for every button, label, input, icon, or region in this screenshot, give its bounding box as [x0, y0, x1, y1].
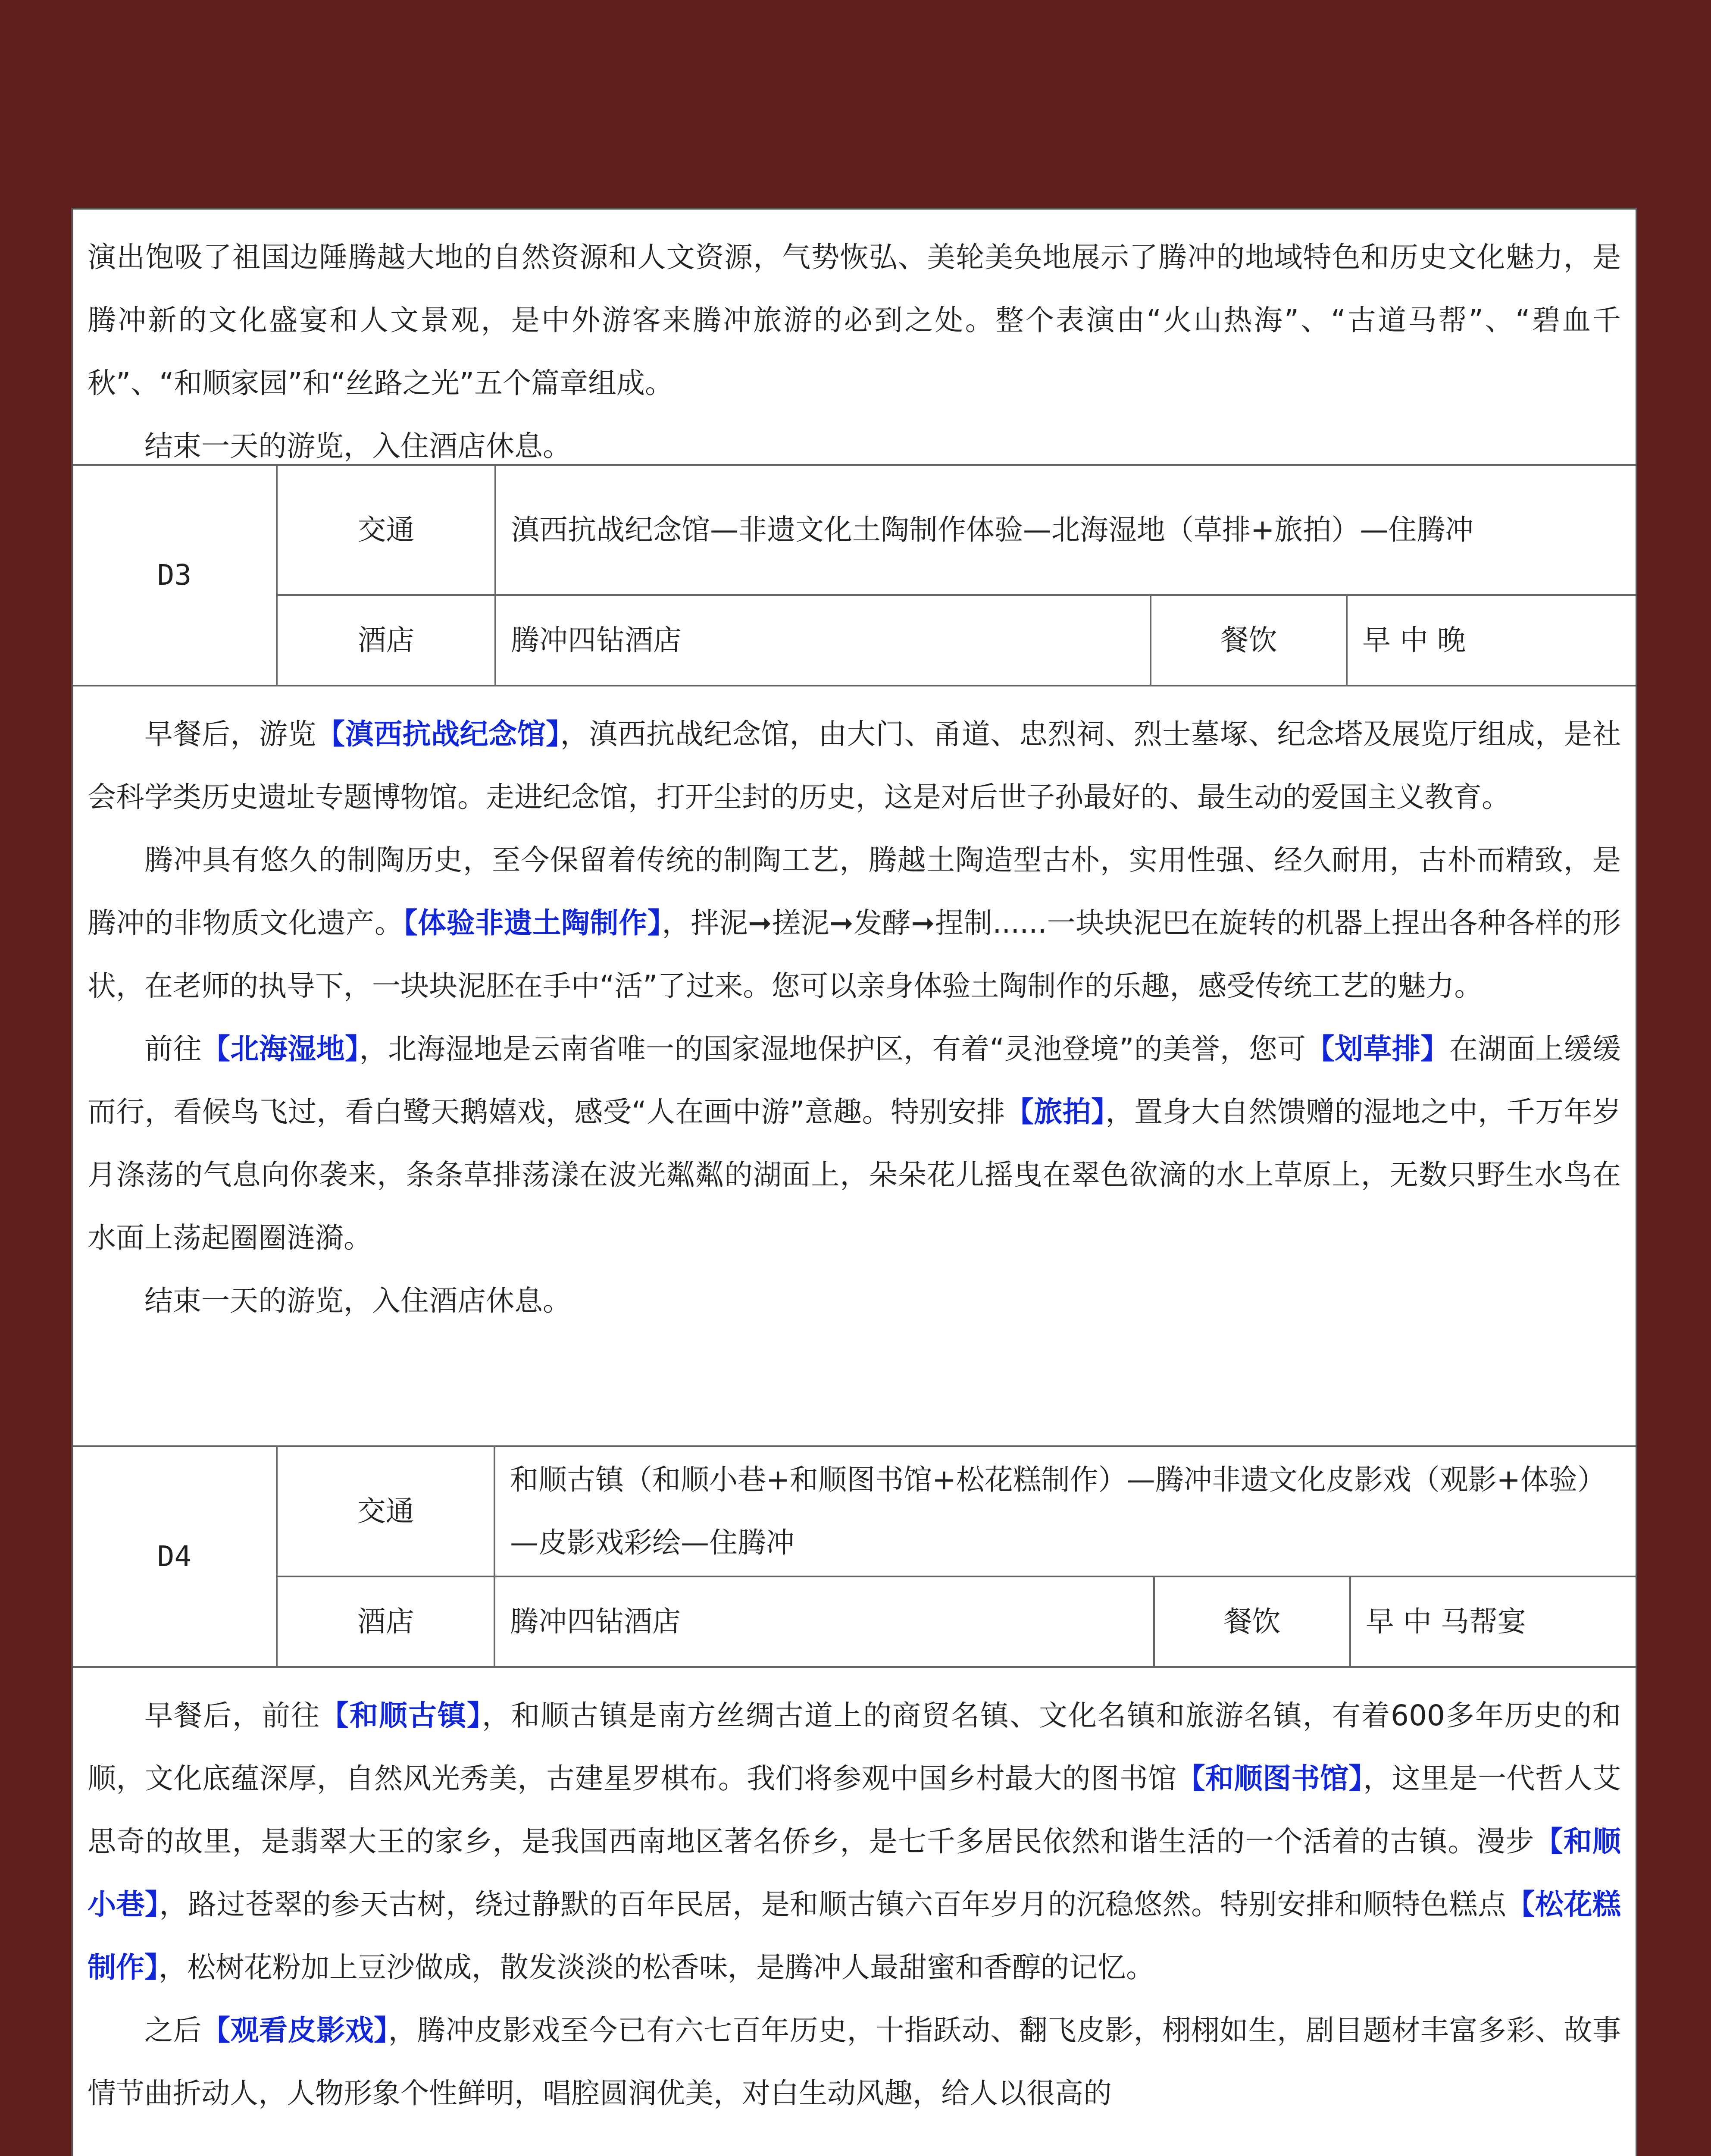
- highlight-attraction: 【和顺小巷】: [88, 1825, 1621, 1921]
- day-3-header-table: [73, 466, 1636, 686]
- paragraph: 演出饱吸了祖国边陲腾越大地的自然资源和人文资源，气势恢弘、美轮美奂地展示了腾冲的地域特色和历史文化魅力，是腾冲新的文化盛宴和人文景观，是中外游客来腾冲旅游的必到之处。整个表演由“火山热海”、“古道马帮”、“碧血千秋”、“和顺家园”和“丝路之光”五个篇章组成。: [88, 241, 1621, 400]
- meals-text: 早 中 马帮宴: [1350, 1576, 1636, 1667]
- route-text: 滇西抗战纪念馆—非遗文化土陶制作体验—北海湿地（草排+旅拍）—住腾冲: [495, 466, 1636, 595]
- itinerary-page: [71, 208, 1637, 2156]
- highlight-attraction: 【旅拍】: [1005, 1095, 1106, 1128]
- day-label: D4: [73, 1447, 277, 1667]
- highlight-attraction: 【松花糕制作】: [88, 1888, 1621, 1984]
- highlight-attraction: 【体验非遗土陶制作】: [403, 906, 662, 940]
- meals-text: 早 中 晚: [1347, 595, 1636, 686]
- paragraph: 前往【北海湿地】，北海湿地是云南省唯一的国家湿地保护区，有着“灵池登境”的美誉，您可【划草排】在湖面上缓缓而行，看候鸟飞过，看白鹭天鹅嬉戏，感受“人在画中游”意趣。特别安排【旅拍】，置身大自然馈赠的湿地之中，千万年岁月涤荡的气息向你袭来，条条草排荡漾在波光粼粼的湖面上，朵朵花儿摇曳在翠色欲滴的水上草原上，无数只野生水鸟在水面上荡起圈圈涟漪。: [88, 1032, 1621, 1254]
- highlight-attraction: 【北海湿地】: [201, 1032, 360, 1065]
- paragraph: 早餐后，游览【滇西抗战纪念馆】，滇西抗战纪念馆，由大门、甬道、忠烈祠、烈士墓塚、纪念塔及展览厅组成，是社会科学类历史遗址专题博物馆。走进纪念馆，打开尘封的历史，这是对后世子孙最好的、最生动的爱国主义教育。: [88, 718, 1621, 814]
- traffic-label: 交通: [277, 466, 495, 595]
- hotel-label: 酒店: [277, 595, 495, 686]
- hotel-name: 腾冲四钻酒店: [494, 1576, 1154, 1667]
- paragraph: 腾冲具有悠久的制陶历史，至今保留着传统的制陶工艺，腾越土陶造型古朴，实用性强、经久耐用，古朴而精致，是腾冲的非物质文化遗产。【体验非遗土陶制作】，拌泥➞搓泥➞发酵➞捏制......一块块泥巴在旋转的机器上捏出各种各样的形状，在老师的执导下，一块块泥胚在手中“活”了过来。您可以亲身体验土陶制作的乐趣，感受传统工艺的魅力。: [88, 843, 1621, 1003]
- hotel-name: 腾冲四钻酒店: [495, 595, 1151, 686]
- paragraph: 早餐后，前往【和顺古镇】，和顺古镇是南方丝绸古道上的商贸名镇、文化名镇和旅游名镇，有着600多年历史的和顺，文化底蕴深厚，自然风光秀美，古建星罗棋布。我们将参观中国乡村最大的图书馆【和顺图书馆】，这里是一代哲人艾思奇的故里，是翡翠大王的家乡，是我国西南地区著名侨乡，是七千多居民依然和谐生活的一个活着的古镇。漫步【和顺小巷】，路过苍翠的参天古树，绕过静默的百年民居，是和顺古镇六百年岁月的沉稳悠然。特别安排和顺特色糕点【松花糕制作】，松树花粉加上豆沙做成，散发淡淡的松香味，是腾冲人最甜蜜和香醇的记忆。: [88, 1699, 1621, 1984]
- paragraph: 之后【观看皮影戏】，腾冲皮影戏至今已有六七百年历史，十指跃动、翻飞皮影，栩栩如生，剧目题材丰富多彩、故事情节曲折动人，人物形象个性鲜明，唱腔圆润优美，对白生动风趣，给人以很高的: [88, 2014, 1621, 2110]
- day-label: D3: [73, 466, 277, 686]
- paragraph: 结束一天的游览，入住酒店休息。: [144, 429, 571, 463]
- day-3-description: [73, 686, 1636, 1447]
- hotel-label: 酒店: [277, 1576, 494, 1667]
- day-4-header-table: [73, 1447, 1636, 1668]
- highlight-attraction: 【和顺古镇】: [320, 1699, 482, 1732]
- meal-label: 餐饮: [1151, 595, 1347, 686]
- highlight-attraction: 【和顺图书馆】: [1176, 1762, 1364, 1795]
- highlight-attraction: 【滇西抗战纪念馆】: [316, 718, 560, 751]
- highlight-attraction: 【划草排】: [1306, 1032, 1449, 1065]
- highlight-attraction: 【观看皮影戏】: [202, 2014, 388, 2047]
- meal-label: 餐饮: [1154, 1576, 1350, 1667]
- traffic-label: 交通: [277, 1447, 494, 1576]
- paragraph: 结束一天的游览，入住酒店休息。: [144, 1284, 571, 1317]
- day-4-description: [73, 1668, 1636, 2125]
- route-text: 和顺古镇（和顺小巷+和顺图书馆+松花糕制作）—腾冲非遗文化皮影戏（观影+体验）—皮影戏彩绘—住腾冲: [494, 1447, 1636, 1576]
- previous-day-text: [73, 210, 1636, 466]
